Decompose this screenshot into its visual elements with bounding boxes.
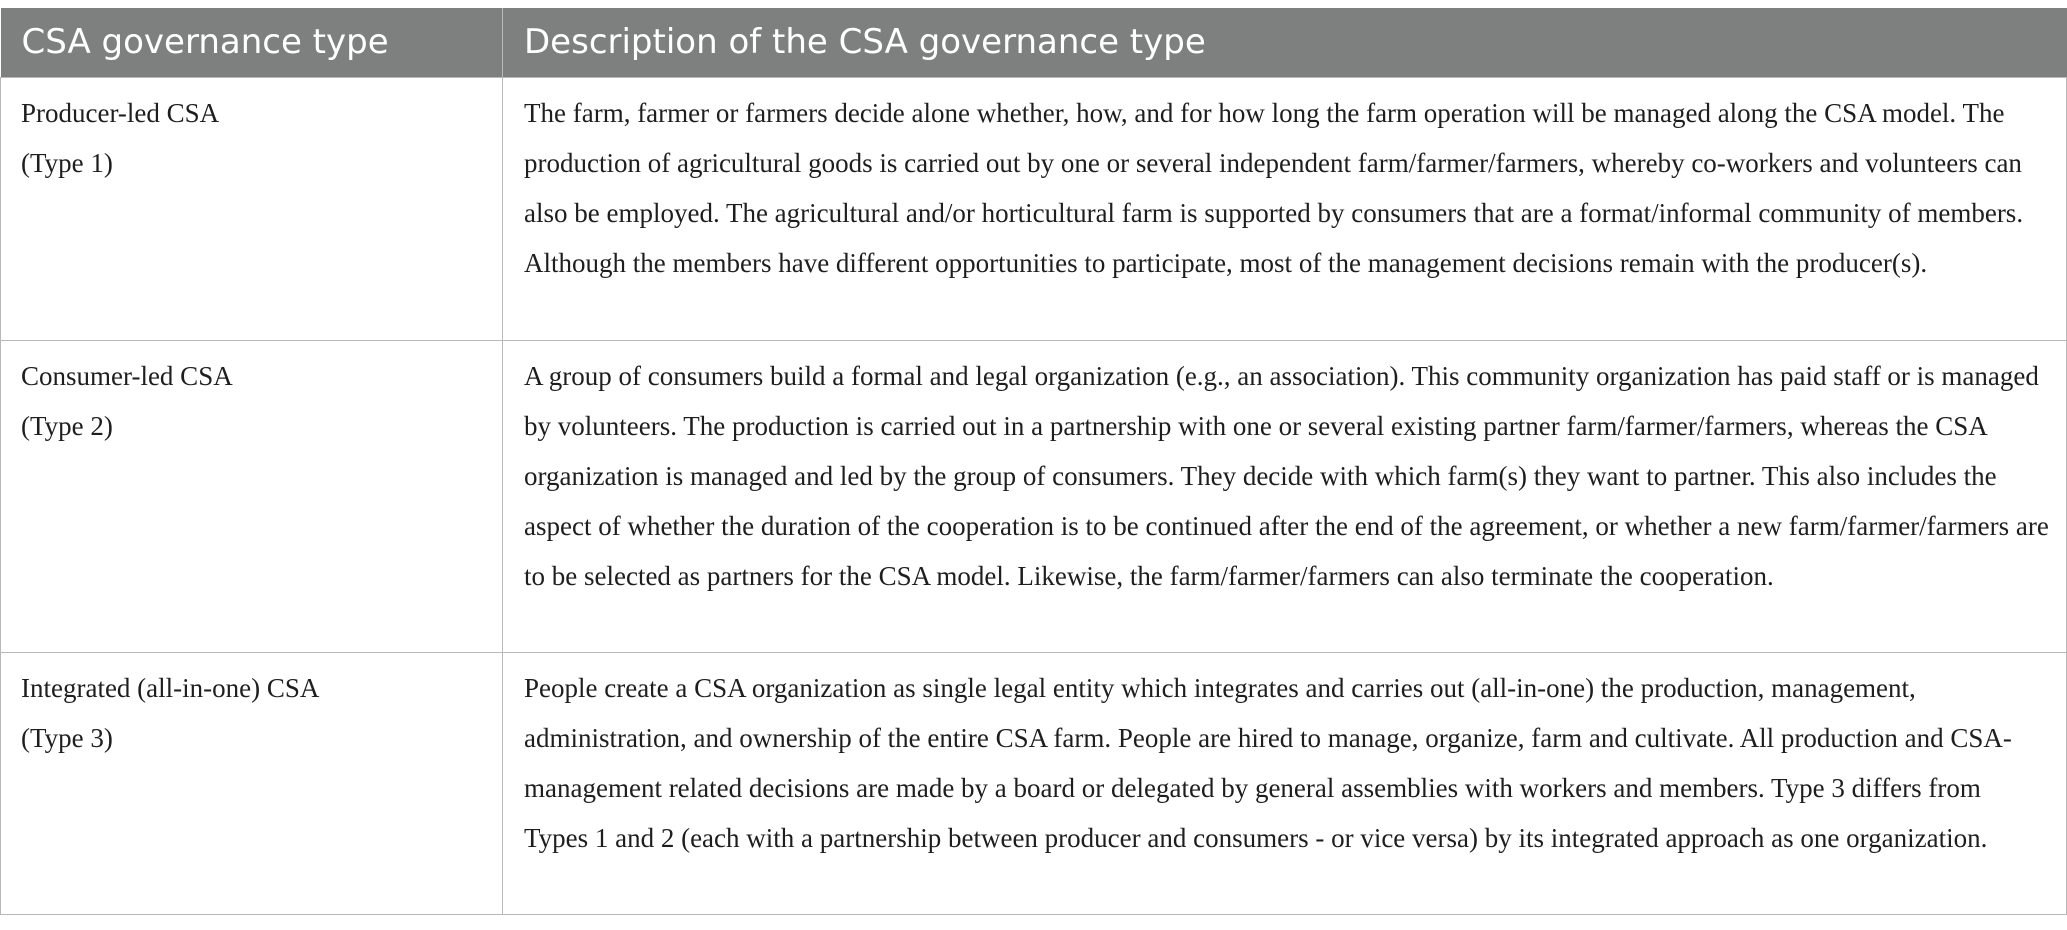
table-row <box>1 652 2067 914</box>
governance-type-cell <box>1 77 503 340</box>
governance-type-cell <box>1 652 503 914</box>
governance-type-number: (Type 1) <box>21 147 113 178</box>
table-header-row <box>1 8 2067 77</box>
column-header-type: CSA governance type <box>1 8 503 77</box>
governance-description-cell: The farm, farmer or farmers decide alone whether, how, and for how long the farm operation will be managed along the CSA model. The production of agricultural goods is carried out by one or several independent farm/farmer/farmers, whereby co-workers and volunteers can also be employed. The agricultural and/or horticultural farm is supported by consumers that are a format/informal community of members. Although the members have different opportunities to participate, most of the management decisions remain with the producer(s). <box>503 77 2067 340</box>
table-row <box>1 77 2067 340</box>
governance-description-cell: People create a CSA organization as single legal entity which integrates and carries out (all-in-one) the production, management, administration, and ownership of the entire CSA farm. People are hired to manage, organize, farm and cultivate. All production and CSA-management related decisions are made by a board or delegated by general assemblies with workers and members. Type 3 differs from Types 1 and 2 (each with a partnership between producer and consumers - or vice versa) by its integrated approach as one organization. <box>503 652 2067 914</box>
column-header-description: Description of the CSA governance type <box>503 8 2067 77</box>
governance-type-number: (Type 2) <box>21 410 113 441</box>
governance-type-name: Producer-led CSA <box>21 97 220 128</box>
governance-type-number: (Type 3) <box>21 722 113 753</box>
csa-governance-table <box>0 8 2067 915</box>
governance-type-name: Consumer-led CSA <box>21 360 233 391</box>
governance-type-cell <box>1 340 503 652</box>
governance-description-cell: A group of consumers build a formal and legal organization (e.g., an association). This community organization has paid staff or is managed by volunteers. The production is carried out in a partnership with one or several existing partner farm/farmer/farmers, whereas the CSA organization is managed and led by the group of consumers. They decide with which farm(s) they want to partner. This also includes the aspect of whether the duration of the cooperation is to be continued after the end of the agreement, or whether a new farm/farmer/farmers are to be selected as partners for the CSA model. Likewise, the farm/farmer/farmers can also terminate the cooperation. <box>503 340 2067 652</box>
governance-type-name: Integrated (all-in-one) CSA <box>21 672 320 703</box>
table-row <box>1 340 2067 652</box>
